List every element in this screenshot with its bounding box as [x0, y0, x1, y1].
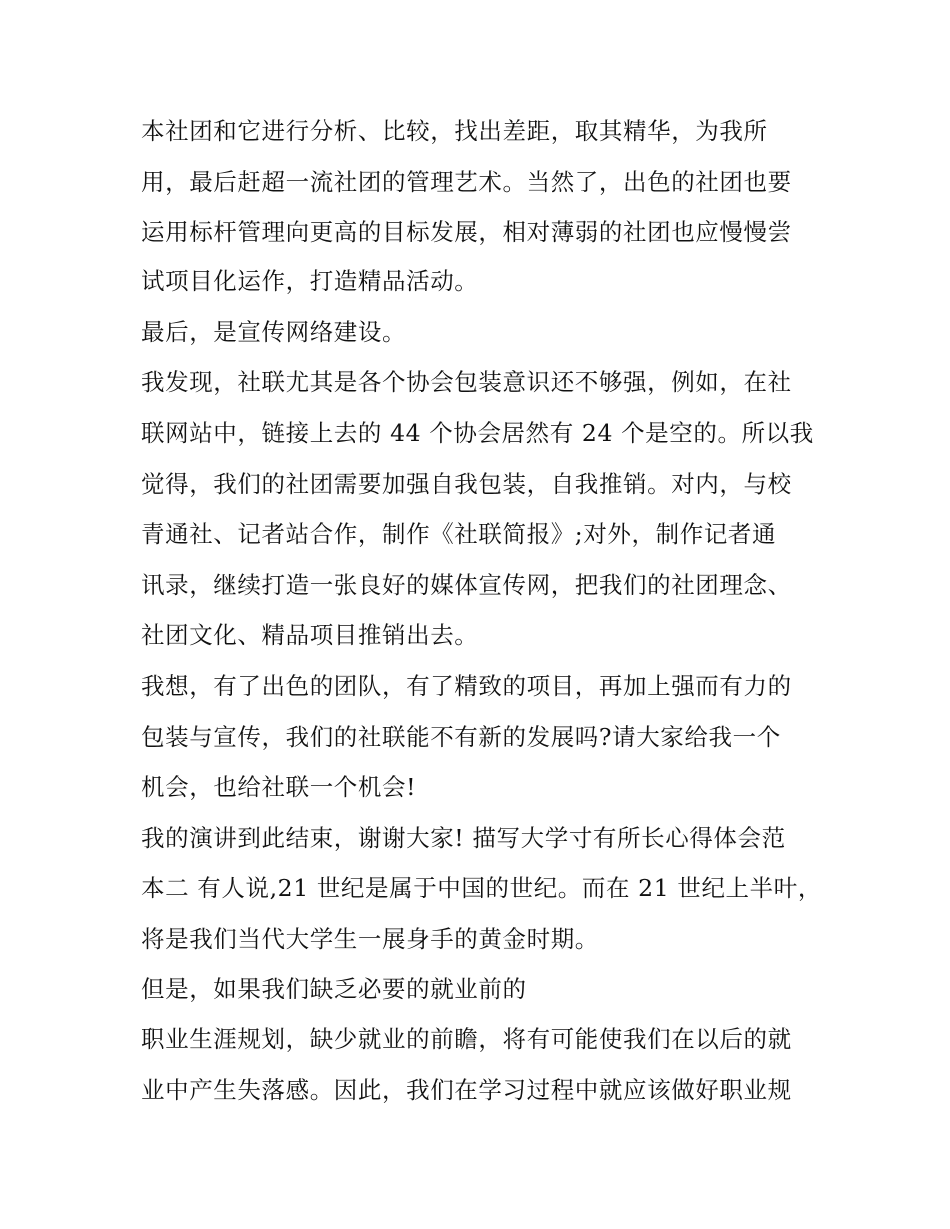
- text-line: 机会，也给社联一个机会!: [141, 773, 417, 801]
- text-line: 讯录，继续打造一张良好的媒体宣传网，把我们的社团理念、: [141, 571, 792, 599]
- text-line: 觉得，我们的社团需要加强自我包装，自我推销。对内，与校: [141, 470, 792, 498]
- text-line: 用，最后赶超一流社团的管理艺术。当然了，出色的社团也要: [141, 168, 792, 196]
- text-line: 业中产生失落感。因此，我们在学习过程中就应该做好职业规: [141, 1076, 792, 1104]
- text-line: 我的演讲到此结束，谢谢大家! 描写大学寸有所长心得体会范: [141, 824, 786, 852]
- text-line: 最后，是宣传网络建设。: [141, 318, 407, 346]
- text-line: 职业生涯规划，缺少就业的前瞻，将有可能使我们在以后的就: [141, 1025, 792, 1053]
- text-line: 但是，如果我们缺乏必要的就业前的: [141, 975, 527, 1003]
- text-line: 将是我们当代大学生一展身手的黄金时期。: [141, 925, 599, 953]
- text-line: 运用标杆管理向更高的目标发展，相对薄弱的社团也应慢慢尝: [141, 218, 792, 246]
- text-line: 包装与宣传，我们的社联能不有新的发展吗?请大家给我一个: [141, 723, 781, 751]
- text-line: 社团文化、精品项目推销出去。: [141, 621, 479, 649]
- text-line: 试项目化运作，打造精品活动。: [141, 267, 479, 295]
- text-line: 青通社、记者站合作，制作《社联简报》;对外，制作记者通: [141, 520, 777, 548]
- text-line: 本二 有人说,21 世纪是属于中国的世纪。而在 21 世纪上半叶，: [141, 874, 822, 902]
- text-line: 我想，有了出色的团队，有了精致的项目，再加上强而有力的: [141, 672, 792, 700]
- text-line: 我发现，社联尤其是各个协会包装意识还不够强，例如，在社: [141, 368, 792, 396]
- text-line: 联网站中，链接上去的 44 个协会居然有 24 个是空的。所以我: [141, 419, 814, 447]
- text-line: 本社团和它进行分析、比较，找出差距，取其精华，为我所: [141, 117, 768, 145]
